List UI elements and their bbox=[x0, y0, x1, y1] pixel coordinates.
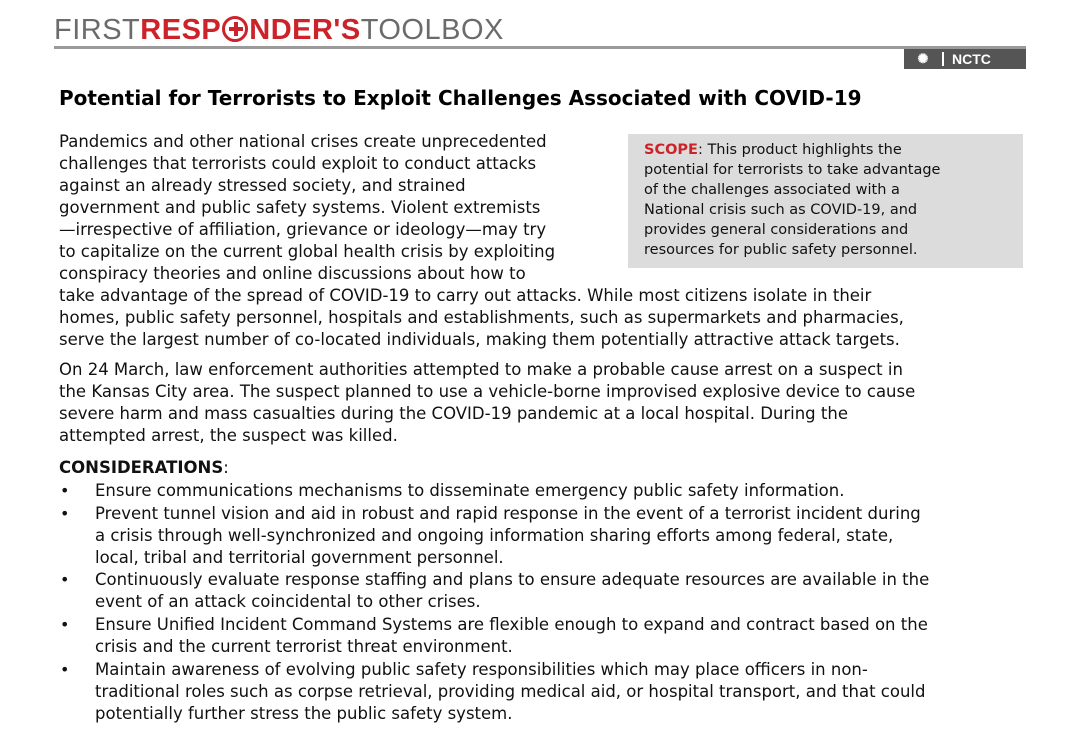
considerations-heading-text: CONSIDERATIONS bbox=[59, 458, 224, 477]
considerations-heading-colon: : bbox=[223, 458, 229, 477]
bullet-marker: • bbox=[60, 481, 70, 500]
bullet-marker: • bbox=[60, 660, 70, 679]
text-line: severe harm and mass casualties during the COVID-19 pandemic at a local hospital. During the bbox=[59, 404, 848, 423]
badge-separator bbox=[942, 52, 944, 66]
list-item-line: event of an attack coincidental to other crises. bbox=[95, 592, 481, 611]
bullet-marker: • bbox=[60, 615, 70, 634]
scope-box bbox=[628, 134, 1023, 268]
text-line: challenges that terrorists could exploit to conduct attacks bbox=[59, 154, 537, 173]
brand-respo: RESP bbox=[140, 14, 222, 46]
list-item-line: crisis and the current terrorist threat environment. bbox=[95, 637, 513, 656]
text-line: against an already stressed society, and strained bbox=[59, 176, 466, 195]
text-line: serve the largest number of co-located individuals, making them potentially attractive attack targets. bbox=[59, 330, 900, 349]
list-item-line: a crisis through well-synchronized and ongoing information sharing efforts among federal, state, bbox=[95, 526, 894, 545]
document-title: Potential for Terrorists to Exploit Challenges Associated with COVID-19 bbox=[59, 86, 862, 110]
bullet-marker: • bbox=[60, 504, 70, 523]
brand-logo-text bbox=[54, 12, 504, 48]
list-item-line: local, tribal and territorial government personnel. bbox=[95, 548, 504, 567]
text-line: the Kansas City area. The suspect planned to use a vehicle-borne improvised explosive device to cause bbox=[59, 382, 916, 401]
scope-line: potential for terrorists to take advantage bbox=[644, 162, 941, 178]
brand-toolbox: TOOLBOX bbox=[360, 14, 504, 46]
list-item-line: Maintain awareness of evolving public safety responsibilities which may place officers in non- bbox=[95, 660, 868, 679]
considerations-heading bbox=[59, 457, 229, 479]
list-item-line: Ensure Unified Incident Command Systems are flexible enough to expand and contract based on the bbox=[95, 615, 928, 634]
scope-line: National crisis such as COVID-19, and bbox=[644, 202, 918, 218]
scope-line: resources for public safety personnel. bbox=[644, 242, 918, 258]
text-line: conspiracy theories and online discussions about how to bbox=[59, 264, 526, 283]
list-item-line: Ensure communications mechanisms to disseminate emergency public safety information. bbox=[95, 481, 845, 500]
bullet-marker: • bbox=[60, 570, 70, 589]
brand-nders: NDER'S bbox=[249, 14, 361, 46]
brand-first: FIRST bbox=[54, 14, 141, 46]
scope-line: provides general considerations and bbox=[644, 222, 909, 238]
text-line: attempted arrest, the suspect was killed. bbox=[59, 426, 398, 445]
list-item-line: potentially further stress the public safety system. bbox=[95, 704, 513, 723]
text-line: Pandemics and other national crises create unprecedented bbox=[59, 132, 547, 151]
text-line: to capitalize on the current global health crisis by exploiting bbox=[59, 242, 556, 261]
scope-line-1-text: : This product highlights the bbox=[697, 142, 902, 158]
text-line: government and public safety systems. Violent extremists bbox=[59, 198, 541, 217]
text-line: —irrespective of affiliation, grievance or ideology—may try bbox=[59, 220, 547, 239]
list-item-line: traditional roles such as corpse retrieval, providing medical aid, or hospital transport, and that could bbox=[95, 682, 926, 701]
badge-text: NCTC bbox=[952, 51, 991, 67]
scope-line bbox=[644, 140, 1015, 160]
nctc-badge bbox=[904, 49, 1026, 69]
text-line: take advantage of the spread of COVID-19 to carry out attacks. While most citizens isolate in their bbox=[59, 286, 872, 305]
text-line: homes, public safety personnel, hospitals and establishments, such as supermarkets and pharmacies, bbox=[59, 308, 904, 327]
eagle-seal-icon: ✺ bbox=[917, 51, 929, 66]
scope-label: SCOPE bbox=[644, 142, 698, 158]
text-line: On 24 March, law enforcement authorities attempted to make a probable cause arrest on a suspect in bbox=[59, 360, 903, 379]
list-item-line: Prevent tunnel vision and aid in robust and rapid response in the event of a terrorist incident during bbox=[95, 504, 921, 523]
medical-cross-icon bbox=[222, 16, 248, 42]
list-item-line: Continuously evaluate response staffing and plans to ensure adequate resources are available in the bbox=[95, 570, 930, 589]
scope-line: of the challenges associated with a bbox=[644, 182, 900, 198]
header-divider bbox=[54, 46, 1026, 49]
